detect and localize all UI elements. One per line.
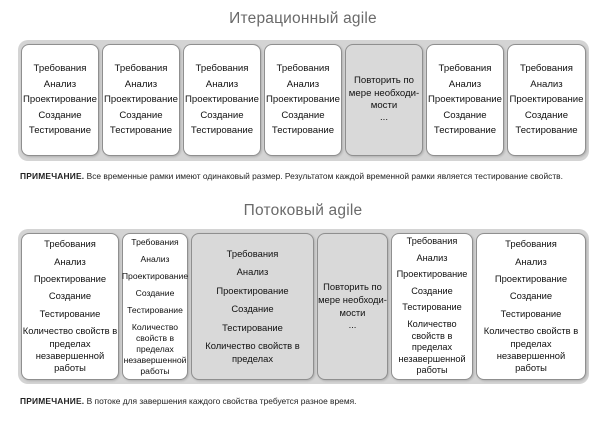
box-line: Повторить по: [323, 281, 382, 293]
iteration-box: [102, 44, 180, 156]
box-line: Тестирование: [515, 125, 578, 137]
box-line: Количество: [407, 319, 457, 329]
box-line: Создание: [48, 290, 92, 302]
box-line: незавершенной: [123, 354, 187, 365]
iteration-box: [426, 44, 504, 156]
box-line: Тестирование: [28, 125, 92, 137]
box-line: Требования: [520, 63, 573, 75]
box-line: Создание: [524, 109, 569, 121]
box-line: Создание: [38, 109, 82, 121]
iteration-box: [183, 44, 261, 156]
flow-repeat-box: [317, 233, 388, 380]
box-line: Тестирование: [433, 125, 497, 137]
iteration-box: [264, 44, 342, 156]
flow-box: [476, 233, 586, 380]
box-line: свойств в: [135, 332, 175, 343]
box-line: Проектирование: [121, 270, 189, 281]
box-line: Тестирование: [190, 125, 254, 137]
box-line: Создание: [231, 303, 274, 315]
box-line: Анализ: [43, 78, 77, 90]
box-line: Проектирование: [509, 94, 584, 106]
box-line: ...: [380, 112, 388, 124]
box-line: Проектирование: [185, 94, 259, 106]
iteration-box: [21, 44, 99, 156]
box-line: Требования: [505, 238, 557, 250]
box-line: мости: [339, 306, 366, 318]
box-line: Создание: [411, 285, 453, 296]
flow-box: [191, 233, 314, 380]
box-line: Проектирование: [266, 94, 340, 106]
box-line: мере необходи-: [318, 293, 387, 305]
box-line: Требования: [195, 63, 249, 75]
box-line: пределах: [136, 343, 174, 354]
box-line: Тестирование: [500, 307, 562, 319]
box-line: Повторить по: [353, 75, 415, 87]
box-line: ...: [348, 319, 357, 331]
iteration-repeat-box: [345, 44, 423, 156]
flow-note: [20, 396, 590, 406]
box-line: Проектирование: [33, 272, 107, 284]
box-line: Требования: [114, 63, 168, 75]
box-line: Проектирование: [23, 94, 97, 106]
note-label: ПРИМЕЧАНИЕ.: [20, 396, 85, 406]
box-line: Тестирование: [109, 125, 173, 137]
box-line: пределах: [411, 342, 453, 353]
box-line: Тестирование: [39, 307, 101, 319]
box-line: мере необходи-: [348, 87, 420, 99]
box-line: Тестирование: [222, 321, 283, 333]
flow-box: [21, 233, 119, 380]
box-line: Создание: [443, 109, 487, 121]
box-line: Требования: [33, 63, 87, 75]
box-line: Анализ: [124, 78, 158, 90]
flow-box: [122, 233, 188, 380]
box-line: Проектирование: [396, 269, 468, 280]
box-line: Анализ: [54, 255, 86, 267]
box-line: незавершенной: [496, 350, 566, 362]
box-line: пределах: [510, 337, 552, 349]
box-line: Создание: [119, 109, 163, 121]
iteration-box: [507, 44, 586, 156]
box-line: Требования: [406, 236, 458, 247]
box-line: незавершенной: [35, 350, 105, 362]
box-line: пределах: [49, 337, 91, 349]
flow-box: [391, 233, 473, 380]
box-line: Проектирование: [216, 284, 289, 296]
box-line: Создание: [509, 290, 553, 302]
flow-title: Потоковый agile: [243, 202, 363, 219]
box-line: Проектирование: [428, 94, 502, 106]
box-line: Создание: [281, 109, 325, 121]
box-line: Анализ: [515, 255, 547, 267]
note-text: Все временные рамки имеют одинаковый размер. Результатом каждой временной рамки является тестирование свойств.: [86, 171, 563, 181]
box-line: пределах: [231, 352, 274, 364]
box-line: Проектирование: [104, 94, 178, 106]
box-line: Анализ: [205, 78, 239, 90]
box-line: Анализ: [416, 252, 448, 263]
box-line: Количество свойств в: [205, 340, 300, 352]
box-line: Создание: [200, 109, 244, 121]
box-line: Проектирование: [494, 272, 568, 284]
box-line: Анализ: [448, 78, 482, 90]
iteration-note: [20, 171, 590, 181]
box-line: Тестирование: [127, 304, 183, 315]
box-line: Требования: [438, 63, 492, 75]
box-line: Количество свойств в: [483, 325, 579, 337]
note-label: ПРИМЕЧАНИЕ.: [20, 171, 85, 181]
box-line: Требования: [44, 238, 96, 250]
box-line: работы: [140, 365, 170, 376]
box-line: работы: [515, 362, 547, 374]
box-line: свойств в: [411, 330, 453, 341]
iteration-title: Итерационный agile: [229, 10, 377, 27]
box-line: Количество свойств в: [22, 325, 118, 337]
box-line: Тестирование: [271, 125, 335, 137]
box-line: Создание: [135, 287, 175, 298]
box-line: Тестирование: [402, 302, 462, 313]
box-line: работы: [54, 362, 86, 374]
box-line: Требования: [131, 236, 179, 247]
box-line: Анализ: [530, 78, 563, 90]
box-line: Анализ: [236, 266, 269, 278]
box-line: незавершенной: [398, 353, 466, 364]
box-line: работы: [416, 365, 448, 376]
box-line: мости: [370, 100, 398, 111]
box-line: Анализ: [286, 78, 320, 90]
box-line: Анализ: [140, 253, 170, 264]
box-line: Количество: [131, 321, 179, 332]
note-text: В потоке для завершения каждого свойства требуется разное время.: [86, 396, 357, 406]
box-line: Требования: [276, 63, 330, 75]
box-line: Требования: [226, 248, 279, 260]
